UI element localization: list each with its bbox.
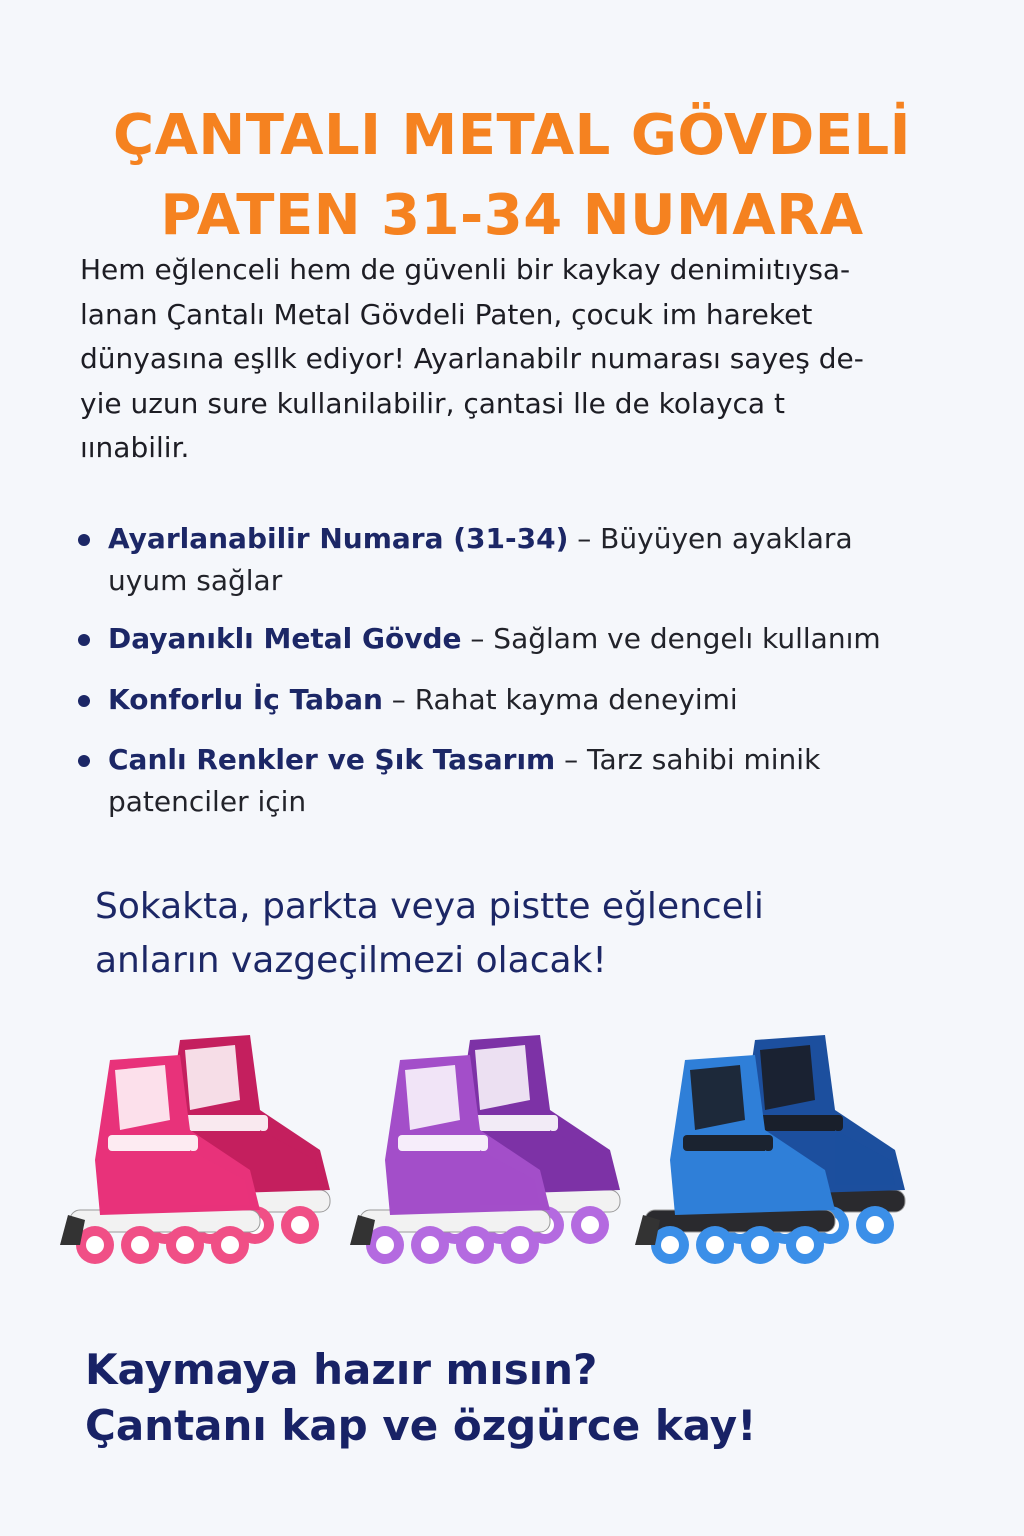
tagline-line-2: anların vazgeçilmezi olacak! bbox=[95, 940, 607, 981]
bullet-icon bbox=[78, 695, 90, 707]
tagline-line-1: Sokakta, parkta veya pistte eğlenceli bbox=[95, 886, 764, 927]
feature-item bbox=[78, 618, 958, 660]
feature-item bbox=[78, 679, 958, 721]
tagline bbox=[95, 880, 955, 988]
intro-line: dünyasına eşllk ediyor! Ayarlanabilr numarası sayeş de- bbox=[80, 342, 864, 375]
feature-item bbox=[78, 518, 958, 602]
feature-item bbox=[78, 739, 958, 823]
bullet-icon bbox=[78, 755, 90, 767]
product-images bbox=[60, 1030, 960, 1310]
pink-skate-image bbox=[60, 1030, 350, 1310]
intro-line: ıınabilir. bbox=[80, 431, 190, 464]
feature-description-continued: uyum sağlar bbox=[108, 564, 283, 597]
purple-skate-image bbox=[350, 1030, 640, 1310]
bullet-icon bbox=[78, 534, 90, 546]
feature-description-continued: patenciler için bbox=[108, 785, 307, 818]
blue-skate-image bbox=[635, 1030, 925, 1310]
closing-call-to-action bbox=[85, 1342, 965, 1454]
feature-title: Konforlu İç Taban bbox=[108, 683, 383, 716]
intro-paragraph bbox=[80, 248, 950, 471]
title-line-1: ÇANTALI METAL GÖVDELİ bbox=[112, 102, 912, 168]
intro-line: lanan Çantalı Metal Gövdeli Paten, çocuk im hareket bbox=[80, 297, 813, 331]
feature-title: Canlı Renkler ve Şık Tasarım bbox=[108, 743, 556, 776]
product-title bbox=[0, 96, 1024, 256]
feature-title: Ayarlanabilir Numara (31-34) bbox=[108, 522, 569, 555]
feature-title: Dayanıklı Metal Gövde bbox=[108, 622, 462, 655]
intro-line: Hem eğlenceli hem de güvenli bir kaykay denimiıtıysa- bbox=[80, 253, 851, 286]
feature-description: – Tarz sahibi minik bbox=[555, 743, 821, 776]
bullet-icon bbox=[78, 634, 90, 646]
closing-line-1: Kaymaya hazır mısın? bbox=[85, 1345, 598, 1394]
closing-line-2: Çantanı kap ve özgürce kay! bbox=[85, 1401, 757, 1450]
feature-description: – Büyüyen ayaklara bbox=[568, 522, 853, 555]
feature-description: – Sağlam ve dengelı kullanım bbox=[461, 622, 881, 655]
intro-line: yie uzun sure kullanilabilir, çantasi lle de kolayca t bbox=[80, 386, 785, 420]
feature-description: – Rahat kayma deneyimi bbox=[382, 683, 738, 716]
feature-list bbox=[78, 518, 958, 823]
title-line-2: PATEN 31-34 NUMARA bbox=[160, 182, 864, 248]
